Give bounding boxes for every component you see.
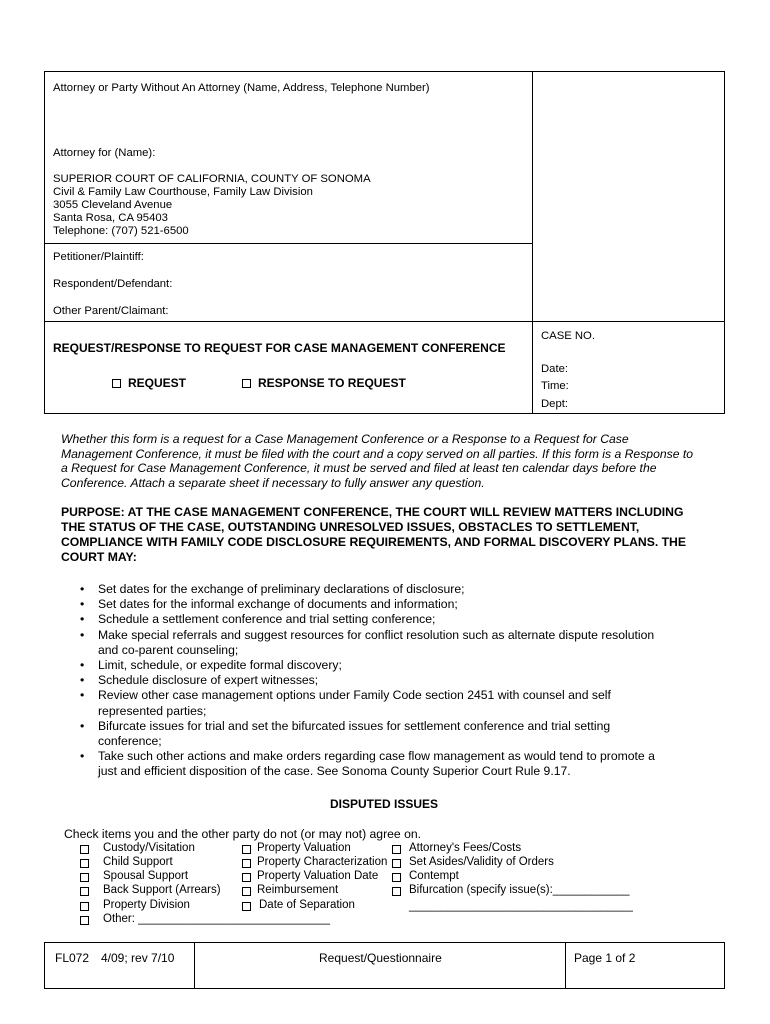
court-street: 3055 Cleveland Avenue: [53, 199, 173, 211]
instructions-line: Management Conference, it must be filed with the court and a copy served on all parties. If this form is a Response to: [61, 447, 694, 461]
purpose-line: COURT MAY:: [61, 550, 137, 564]
other-checkbox[interactable]: [80, 916, 89, 925]
header-box-bottom: [44, 413, 725, 414]
court-name: SUPERIOR COURT OF CALIFORNIA, COUNTY OF SONOMA: [53, 173, 371, 185]
bullet-icon: •: [80, 582, 85, 596]
list-item: • Bifurcate issues for trial and set the bifurcated issues for settlement conference and trial setting conference;: [80, 718, 611, 749]
header-box-top: [44, 71, 725, 72]
instructions-line: Whether this form is a request for a Case Management Conference or a Response to a Request for Case: [61, 432, 629, 446]
back-support-checkbox[interactable]: [80, 887, 89, 896]
form-number: FL072: [55, 951, 90, 965]
list-item: • Schedule disclosure of expert witnesses;: [80, 673, 319, 688]
response-checkbox[interactable]: [242, 379, 251, 388]
bullet-icon: •: [80, 627, 85, 642]
time-label: Time:: [541, 380, 569, 392]
property-division-checkbox[interactable]: [80, 902, 89, 911]
attorneys-fees-checkbox[interactable]: [392, 845, 401, 854]
court-city: Santa Rosa, CA 95403: [53, 212, 168, 224]
property-valuation-date-checkbox[interactable]: [242, 873, 251, 882]
bifurcation-checkbox[interactable]: [392, 887, 401, 896]
petitioner-label: Petitioner/Plaintiff:: [53, 251, 144, 263]
property-valuation-checkbox[interactable]: [242, 845, 251, 854]
date-of-separation-label: Date of Separation: [259, 899, 355, 911]
property-division-label: Property Division: [103, 899, 190, 911]
footer-box-top: [44, 942, 725, 943]
form-title: REQUEST/RESPONSE TO REQUEST FOR CASE MANAGEMENT CONFERENCE: [53, 341, 506, 355]
case-no-label: CASE NO.: [541, 330, 595, 342]
bifurcation-line[interactable]: ___________________________________: [409, 900, 633, 912]
request-checkbox[interactable]: [112, 379, 121, 388]
child-support-label: Child Support: [103, 856, 173, 868]
bullet-icon: •: [80, 612, 85, 627]
response-option-label: RESPONSE TO REQUEST: [258, 376, 406, 390]
footer-box-bottom: [44, 988, 725, 989]
purpose-line: PURPOSE: AT THE CASE MANAGEMENT CONFERENCE, THE COURT WILL REVIEW MATTERS INCLUDING: [61, 505, 684, 519]
list-item: • Review other case management options under Family Code section 2451 with counsel and self represented parties;: [80, 688, 611, 718]
child-support-checkbox[interactable]: [80, 859, 89, 868]
purpose-line: THE STATUS OF THE CASE, OUTSTANDING UNRESOLVED ISSUES, OBSTACLES TO SETTLEMENT,: [61, 520, 640, 534]
other-label: Other: ______________________________: [103, 913, 331, 925]
purpose-line: COMPLIANCE WITH FAMILY CODE DISCLOSURE REQUIREMENTS, AND FORMAL DISCOVERY PLANS. THE: [61, 535, 686, 549]
set-asides-label: Set Asides/Validity of Orders: [409, 856, 554, 868]
footer-box-left: [44, 942, 45, 989]
instructions-line: a Request for Case Management Conference, it must be served and filed at least ten calendar days before the: [61, 461, 657, 475]
page-number: Page 1 of 2: [574, 951, 636, 965]
court-telephone: Telephone: (707) 521-6500: [53, 225, 189, 237]
reimbursement-checkbox[interactable]: [242, 887, 251, 896]
bullet-icon: •: [80, 597, 85, 612]
list-item: • Set dates for the informal exchange of documents and information;: [80, 597, 458, 612]
footer-divider-1: [194, 942, 195, 989]
date-label: Date:: [541, 363, 569, 375]
bullet-icon: •: [80, 673, 85, 688]
contempt-checkbox[interactable]: [392, 873, 401, 882]
instructions-line: Conference. Attach a separate sheet if necessary to fully answer any question.: [61, 476, 485, 490]
property-valuation-label: Property Valuation: [257, 842, 351, 854]
bullet-icon: •: [80, 688, 85, 703]
bullet-icon: •: [80, 658, 85, 673]
custody-visitation-checkbox[interactable]: [80, 845, 89, 854]
header-box-right: [724, 71, 725, 414]
court-may-list: [76, 582, 706, 780]
list-item: • Set dates for the exchange of preliminary declarations of disclosure;: [80, 582, 465, 596]
property-characterization-checkbox[interactable]: [242, 859, 251, 868]
bullet-icon: •: [80, 718, 85, 733]
dept-label: Dept:: [541, 398, 569, 410]
other-parent-label: Other Parent/Claimant:: [53, 305, 169, 317]
list-item: • Schedule a settlement conference and trial setting conference;: [80, 612, 436, 627]
form-name: Request/Questionnaire: [319, 951, 442, 965]
court-division: Civil & Family Law Courthouse, Family Law Division: [53, 186, 313, 198]
property-valuation-date-label: Property Valuation Date: [257, 870, 379, 882]
attorney-for-label: Attorney for (Name):: [53, 147, 156, 159]
date-of-separation-checkbox[interactable]: [242, 902, 251, 911]
disputed-issues-heading: DISPUTED ISSUES: [330, 797, 439, 811]
request-option-label: REQUEST: [128, 376, 187, 390]
set-asides-checkbox[interactable]: [392, 859, 401, 868]
reimbursement-label: Reimbursement: [257, 884, 339, 896]
disputed-intro: Check items you and the other party do not (or may not) agree on.: [64, 827, 422, 841]
spousal-support-checkbox[interactable]: [80, 873, 89, 882]
attorneys-fees-label: Attorney's Fees/Costs: [409, 842, 522, 854]
back-support-label: Back Support (Arrears): [103, 884, 221, 896]
list-item: • Make special referrals and suggest resources for conflict resolution such as alternate dispute resolution and co-parent counseling;: [80, 627, 655, 657]
court-divider: [44, 243, 533, 244]
list-item: • Limit, schedule, or expedite formal discovery;: [80, 658, 342, 673]
attorney-label: Attorney or Party Without An Attorney (Name, Address, Telephone Number): [53, 82, 430, 94]
custody-visitation-label: Custody/Visitation: [103, 842, 195, 854]
list-item: • Take such other actions and make orders regarding case flow management as would tend to promote a just and efficient disposition of the case. See Sonoma County Superior Court Rule 9.17.: [80, 749, 655, 779]
form-revision: 4/09; rev 7/10: [101, 951, 175, 965]
bifurcation-label: Bifurcation (specify issue(s):____________: [409, 884, 630, 896]
respondent-label: Respondent/Defendant:: [53, 278, 173, 290]
contempt-label: Contempt: [409, 870, 459, 882]
spousal-support-label: Spousal Support: [103, 870, 189, 882]
title-divider: [44, 321, 725, 322]
footer-divider-2: [565, 942, 566, 989]
bullet-icon: •: [80, 749, 85, 764]
property-characterization-label: Property Characterization: [257, 856, 388, 868]
footer-box-right: [724, 942, 725, 989]
